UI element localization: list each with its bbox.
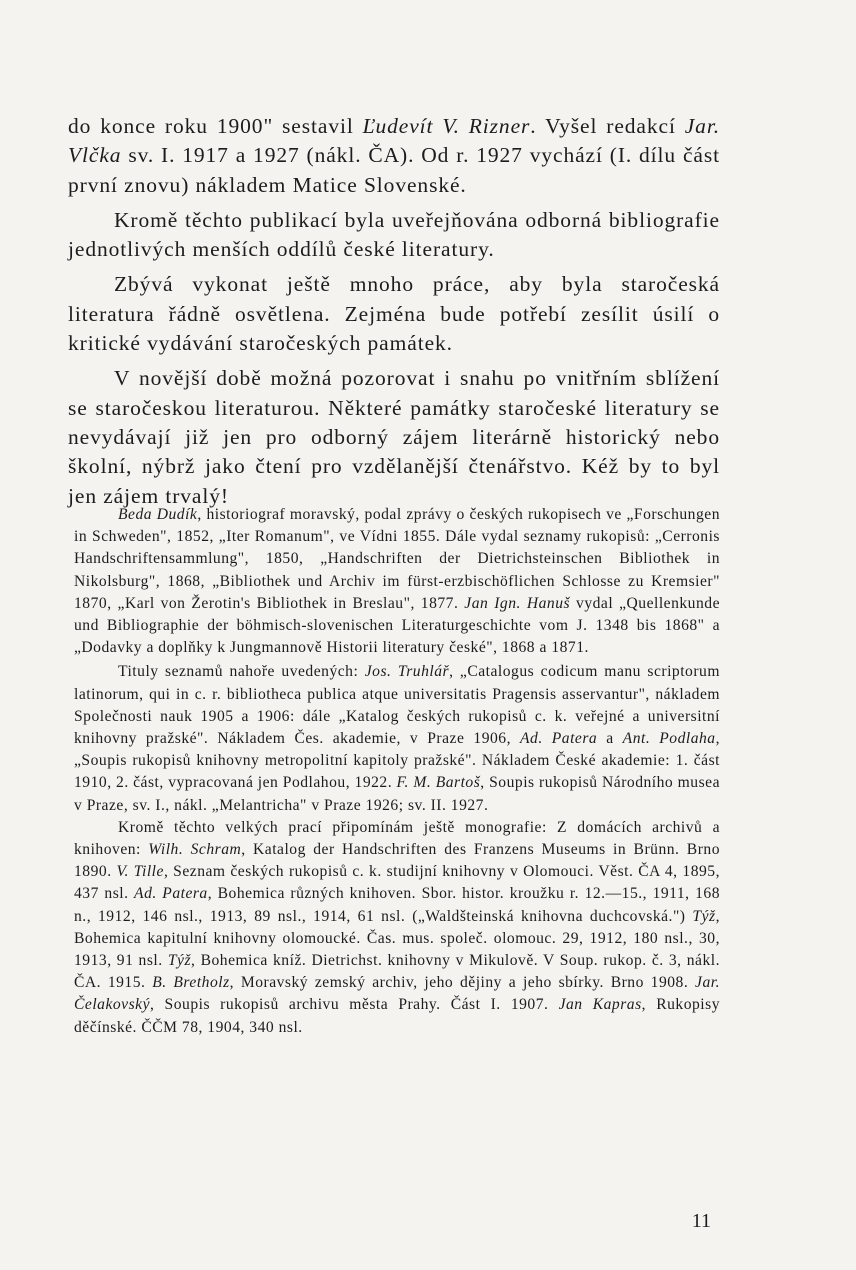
text-run: , Bohemica různých knihoven. Sbor. histor. kroužku r. 12.—15., 1911, 168 n., 1912, 146 nsl., 1913, 89 nsl., 1914, 61 nsl. („Waldšteinská knihovna duchcovská.") (74, 885, 720, 925)
text-run: , Bohemica kníž. Dietrichst. knihovny v Mikulově. V Soup. rukop. č. 3, nákl. ČA. 1915. (74, 952, 720, 992)
text-run: , „Soupis rukopisů knihovny metropolitní kapitoly pražské". Nákladem České akademie: 1. část 1910, 2. část, vypracovaná jen Podlahou, 1922. (74, 730, 720, 792)
italic-name: V. Tille (116, 863, 164, 881)
text-run: , Katalog der Handschriften des Franzens Museums in Brünn. Brno 1890. (74, 841, 720, 881)
text-run: . Vyšel redakcí (530, 114, 685, 138)
italic-name: Wilh. Schram (148, 841, 242, 859)
text-run: , Bohemica kapitulní knihovny olomoucké. Čas. mus. společ. olomouc. 29, 1912, 180 nsl., 30, 1913, 91 nsl. (74, 907, 720, 970)
text-run: , Soupis rukopisů archivu města Prahy. Část I. 1907. (150, 996, 559, 1014)
text-run: , Rukopisy děčínské. ČČM 78, 1904, 340 nsl. (74, 996, 721, 1036)
main-text (68, 112, 720, 517)
text-run: vydal „Quellenkunde und Bibliographie der böhmisch-slovenischen Literaturgeschichte vom J. 1348 bis 1868" a „Dodavky a doplňky k Jungmannově Historii literatury české", 1868 a 1871. (74, 594, 720, 657)
text-run: , historiograf moravský, podal zprávy o českých rukopisech ve „Forschungen in Schweden", 1852, „Iter Romanum", ve Vídni 1855. Dále vydal seznamy rukopisů: „Cerronis Handschriftensammlung", 1850, „Handschriften der Dietrichsteinschen Bibliothek in Nikolsburg", 1868, „Bibliothek und Archiv im fürst-erzbischöflichen Schlosse zu Kremsier" 1870, „Karl von Žerotin's Bibliothek in Breslau", 1877. (74, 506, 720, 612)
italic-name: Jos. Truhlář (364, 663, 450, 681)
italic-name: Jan Kapras (558, 996, 642, 1014)
italic-name: Ad. Patera (520, 730, 598, 748)
text-run: sv. I. 1917 a 1927 (nákl. ČA). Od r. 1927 vychází (I. dílu část první znovu) nákladem Matice Slovenské. (68, 143, 720, 197)
footnote-3 (74, 817, 720, 1039)
text-run: do konce roku 1900" sestavil (68, 114, 363, 138)
italic-name: Ant. Podlaha (622, 730, 716, 748)
text-run: , Soupis rukopisů Národního musea v Praze, sv. I., nákl. „Melantricha" v Praze 1926; sv. II. 1927. (74, 774, 720, 814)
italic-name: Jan Ign. Hanuš (464, 594, 571, 612)
italic-name: Ad. Patera (134, 885, 208, 903)
paragraph-1 (68, 112, 720, 200)
footnote-2 (74, 661, 720, 816)
footnotes (74, 504, 720, 1039)
text-run: a (597, 730, 623, 748)
text-run: Tituly seznamů nahoře uvedených: (118, 663, 365, 681)
text-run: Kromě těchto velkých prací připomínám ještě monografie: Z domácích archivů a knihoven: (74, 818, 720, 859)
page-number: 11 (691, 1210, 711, 1232)
paragraph-3: Zbývá vykonat ještě mnoho práce, aby byla staročeská literatura řádně osvětlena. Zejména bude potřebí zesílit úsilí o kritické vydávání staročeských památek. (68, 272, 720, 356)
italic-name: Jar. Vlčka (68, 114, 720, 168)
italic-name: Ľudevít V. Rizner (362, 114, 531, 138)
footnote-1 (74, 504, 720, 659)
paragraph-4: V novější době možná pozorovat i snahu po vnitřním sblížení se staročeskou literaturou. Některé památky staročeské literatury se nevydávají již jen pro odborný zájem literárně historický nebo školní, nýbrž jako čtení pro vzdělanější čtenářstvo. Kéž by to byl jen zájem trvalý! (68, 366, 720, 508)
italic-name: F. M. Bartoš (396, 774, 481, 792)
italic-name: B. Bretholz (152, 974, 230, 992)
italic-name: Týž (167, 952, 192, 970)
text-run: , Seznam českých rukopisů c. k. studijní knihovny v Olomouci. Věst. ČA 4, 1895, 437 nsl. (74, 863, 721, 903)
paragraph-2: Kromě těchto publikací byla uveřejňována odborná bibliografie jednotlivých menších oddílů české literatury. (68, 207, 720, 262)
italic-name: Týž (692, 907, 716, 925)
italic-name: Jar. Čelakovský (74, 974, 720, 1014)
text-run: , Moravský zemský archiv, jeho dějiny a jeho sbírky. Brno 1908. (229, 974, 696, 992)
italic-name: Beda Dudík (118, 506, 198, 523)
text-run: , „Catalogus codicum manu scriptorum latinorum, qui in c. r. bibliotheca publica atque universitatis Pragensis asservantur", nákladem Společnosti nauk 1905 a 1906: dále „Katalog českých rukopisů c. k. veřejné a universitní knihovny pražské". Nákladem Čes. akademie, v Praze 1906, (74, 663, 720, 748)
